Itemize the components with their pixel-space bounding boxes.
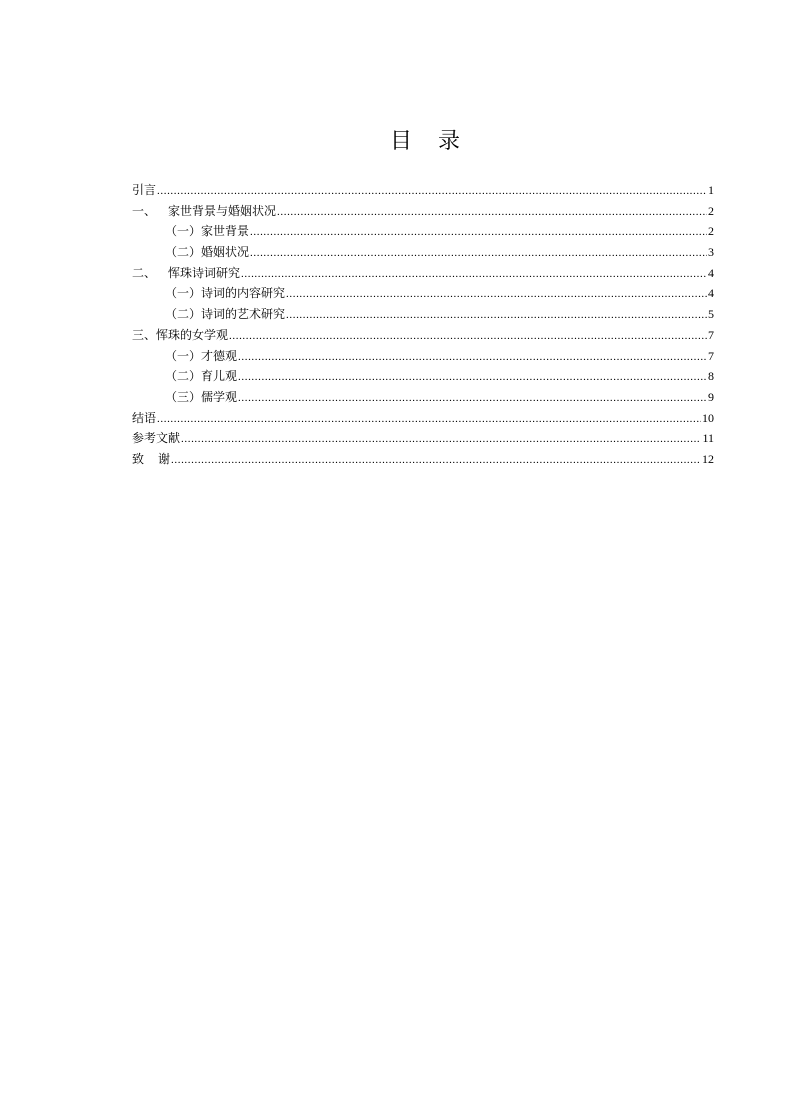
toc-entry-label: 引言 bbox=[132, 183, 157, 197]
toc-page-number: 4 bbox=[708, 265, 714, 280]
table-of-contents bbox=[132, 180, 714, 470]
toc-dot-leader bbox=[157, 409, 701, 430]
toc-dot-leader bbox=[229, 326, 707, 347]
toc-dot-leader bbox=[286, 284, 707, 305]
toc-entry-section-3-1[interactable] bbox=[132, 346, 714, 367]
toc-page-number: 4 bbox=[708, 286, 714, 301]
title-char-1: 目 bbox=[389, 129, 412, 154]
toc-page-number: 10 bbox=[702, 410, 714, 425]
toc-page-number: 11 bbox=[702, 431, 714, 446]
toc-chapter-prefix: 二、 bbox=[132, 265, 157, 280]
toc-entry-label: （一）诗词的内容研究 bbox=[165, 286, 286, 301]
toc-dot-leader bbox=[250, 222, 707, 243]
toc-entry-conclusion[interactable] bbox=[132, 408, 714, 429]
toc-dot-leader bbox=[241, 264, 707, 285]
toc-entry-acknowledgements[interactable] bbox=[132, 449, 714, 470]
toc-entry-label bbox=[132, 449, 170, 470]
toc-page-number: 8 bbox=[708, 369, 714, 384]
toc-page-number: 1 bbox=[708, 183, 714, 197]
toc-entry-label: 三、恽珠的女学观 bbox=[132, 327, 229, 342]
toc-page-number: 5 bbox=[708, 307, 714, 322]
toc-page-number: 2 bbox=[708, 224, 714, 239]
toc-entry-references[interactable] bbox=[132, 428, 714, 449]
toc-chapter-title: 恽珠诗词研究 bbox=[168, 265, 241, 280]
title-char-2: 录 bbox=[438, 129, 461, 154]
toc-dot-leader bbox=[238, 388, 707, 409]
toc-entry-chapter-3[interactable] bbox=[132, 325, 714, 346]
toc-entry-label: （一）才德观 bbox=[165, 348, 238, 363]
toc-entry-chapter-2[interactable] bbox=[132, 263, 714, 284]
toc-entry-label bbox=[132, 201, 276, 222]
toc-entry-label: （二）婚姻状况 bbox=[165, 245, 250, 260]
toc-entry-label: （二）诗词的艺术研究 bbox=[165, 307, 286, 322]
toc-entry-introduction[interactable] bbox=[132, 180, 714, 201]
toc-dot-leader bbox=[286, 305, 707, 326]
toc-entry-label: （一）家世背景 bbox=[165, 224, 250, 239]
toc-dot-leader bbox=[181, 429, 701, 450]
toc-dot-leader bbox=[277, 202, 707, 223]
toc-dot-leader bbox=[157, 181, 707, 202]
toc-dot-leader bbox=[238, 367, 707, 388]
toc-entry-section-2-1[interactable] bbox=[132, 283, 714, 304]
toc-dot-leader bbox=[171, 450, 701, 471]
toc-entry-label: （二）育儿观 bbox=[165, 369, 238, 384]
toc-ack-char-1: 致 bbox=[132, 451, 145, 466]
toc-page-number: 9 bbox=[708, 389, 714, 404]
toc-entry-section-1-2[interactable] bbox=[132, 242, 714, 263]
toc-page-number: 7 bbox=[708, 348, 714, 363]
toc-chapter-prefix: 一、 bbox=[132, 203, 157, 218]
toc-page-number: 2 bbox=[708, 203, 714, 218]
toc-dot-leader bbox=[238, 347, 707, 368]
toc-entry-label: 参考文献 bbox=[132, 431, 181, 446]
toc-entry-section-2-2[interactable] bbox=[132, 304, 714, 325]
toc-dot-leader bbox=[250, 243, 707, 264]
toc-entry-label: 结语 bbox=[132, 410, 157, 425]
toc-entry-section-3-2[interactable] bbox=[132, 366, 714, 387]
toc-chapter-title: 家世背景与婚姻状况 bbox=[168, 203, 277, 218]
toc-entry-label: （三）儒学观 bbox=[165, 389, 238, 404]
toc-entry-section-3-3[interactable] bbox=[132, 387, 714, 408]
toc-page-number: 7 bbox=[708, 327, 714, 342]
toc-page-number: 12 bbox=[702, 451, 714, 466]
page-title bbox=[0, 124, 790, 155]
toc-page-number: 3 bbox=[708, 245, 714, 260]
toc-ack-char-2: 谢 bbox=[158, 451, 171, 466]
toc-entry-chapter-1[interactable] bbox=[132, 201, 714, 222]
toc-entry-label bbox=[132, 263, 240, 284]
toc-entry-section-1-1[interactable] bbox=[132, 221, 714, 242]
